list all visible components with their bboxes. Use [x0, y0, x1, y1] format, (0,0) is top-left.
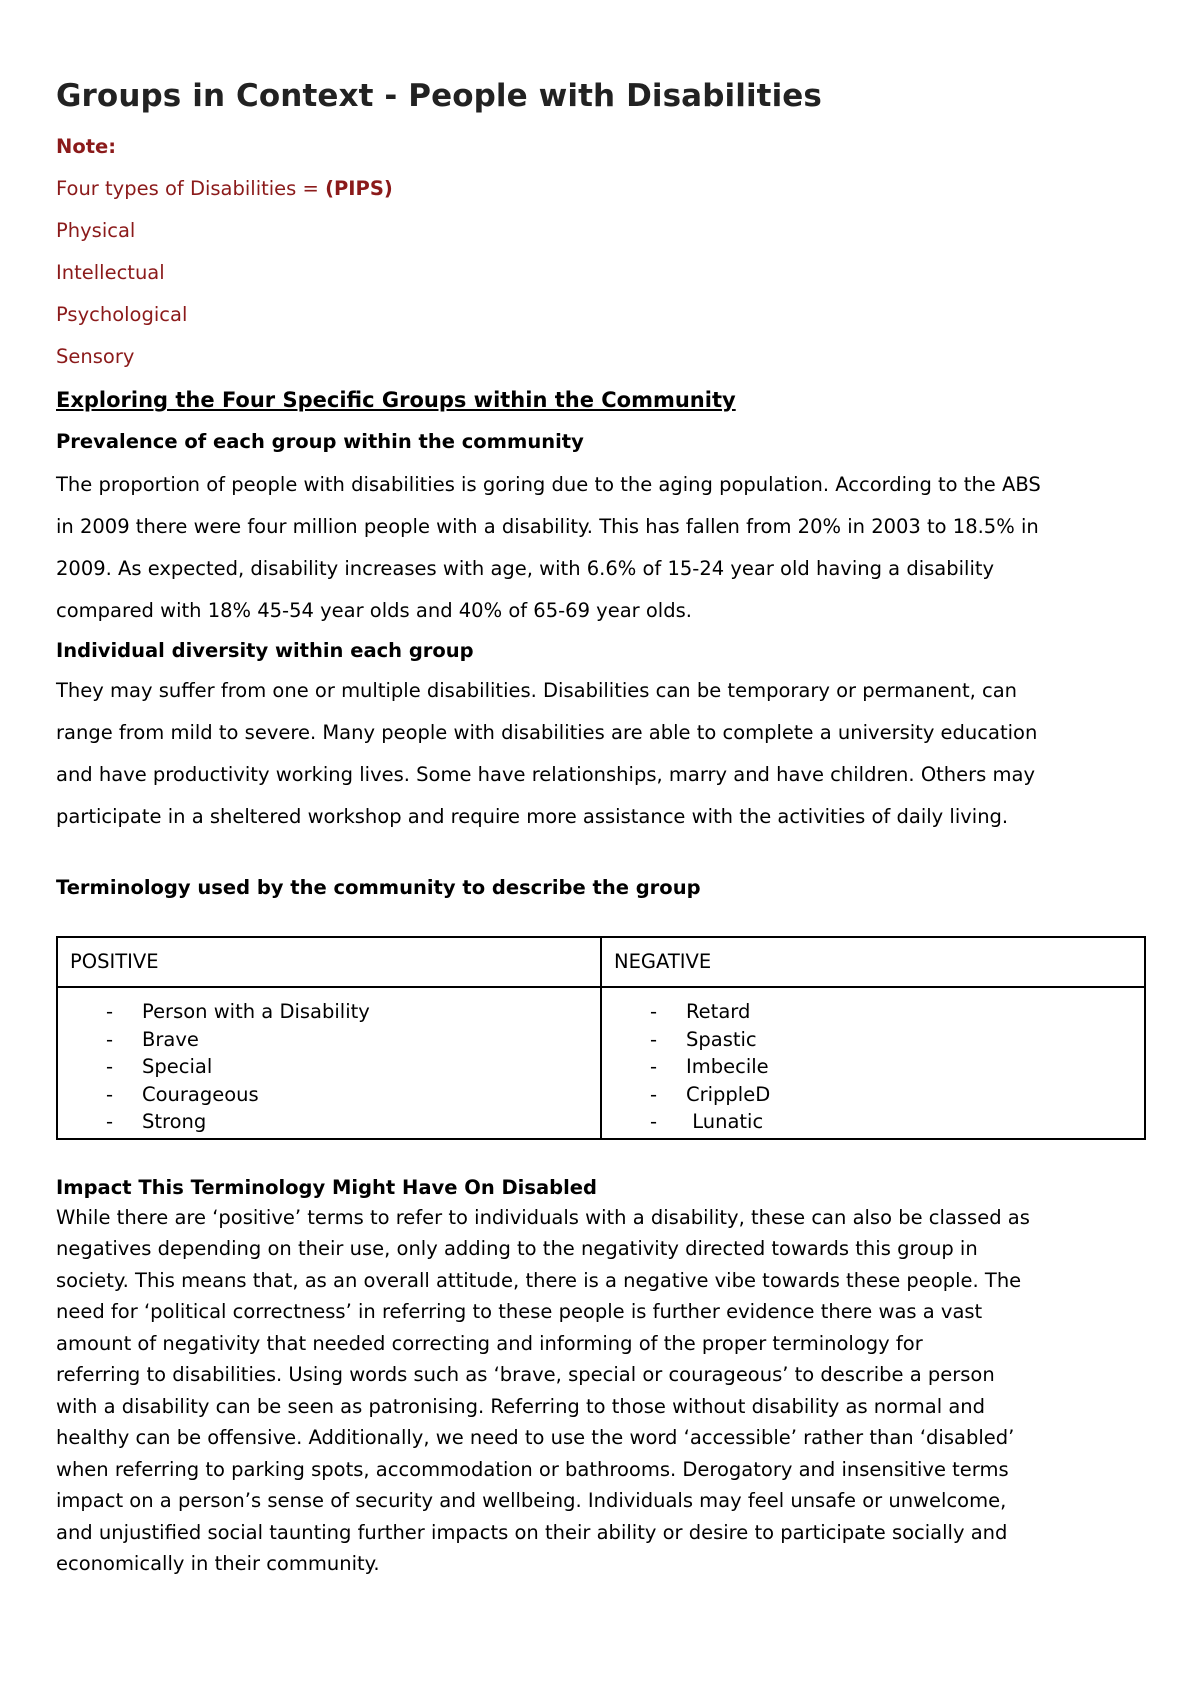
paragraph-line: range from mild to severe. Many people with disabilities are able to complete a university education: [56, 721, 1038, 744]
negative-header: NEGATIVE: [601, 937, 1145, 987]
type-psychological: Psychological: [56, 303, 188, 326]
paragraph-line: and have productivity working lives. Some have relationships, marry and have children. Others may: [56, 763, 1036, 786]
paragraph-line: impact on a person’s sense of security and wellbeing. Individuals may feel unsafe or unwelcome,: [56, 1489, 1007, 1512]
types-acronym: (PIPS): [325, 177, 393, 200]
negative-terms-cell: [601, 987, 1145, 1139]
paragraph-line: While there are ‘positive’ terms to refer to individuals with a disability, these can also be classed as: [56, 1205, 1030, 1229]
paragraph-line: in 2009 there were four million people with a disability. This has fallen from 20% in 2003 to 18.5% in: [56, 515, 1039, 538]
terminology-table: [56, 936, 1146, 1140]
negative-terms-list: [602, 998, 1144, 1136]
table-row: [57, 987, 1145, 1139]
spacer: [56, 838, 1144, 868]
paragraph-line: The proportion of people with disabilities is goring due to the aging population. According to the ABS: [56, 473, 1041, 496]
paragraph-line: amount of negativity that needed correcting and informing of the proper terminology for: [56, 1331, 923, 1355]
impact-paragraph: [56, 1202, 1144, 1580]
prevalence-heading: Prevalence of each group within the community: [56, 430, 584, 453]
list-item: - CrippleD: [602, 1081, 1144, 1109]
type-physical: Physical: [56, 219, 136, 242]
table-header-row: [57, 937, 1145, 987]
list-item: - Retard: [602, 998, 1144, 1026]
list-item: - Brave: [58, 1026, 600, 1054]
paragraph-line: when referring to parking spots, accommodation or bathrooms. Derogatory and insensitive terms: [56, 1457, 1009, 1481]
type-intellectual: Intellectual: [56, 261, 165, 284]
terminology-heading: Terminology used by the community to describe the group: [56, 876, 701, 899]
paragraph-line: negatives depending on their use, only adding to the negativity directed towards this group in: [56, 1237, 978, 1260]
disability-types-line: [56, 168, 1144, 210]
paragraph-line: need for ‘political correctness’ in referring to these people is further evidence there was a vast: [56, 1300, 983, 1323]
exploring-heading: Exploring the Four Specific Groups within the Community: [56, 388, 736, 412]
paragraph-line: participate in a sheltered workshop and require more assistance with the activities of daily living.: [56, 805, 1009, 828]
paragraph-line: 2009. As expected, disability increases with age, with 6.6% of 15-24 year old having a disability: [56, 557, 995, 580]
diversity-heading: Individual diversity within each group: [56, 639, 474, 662]
diversity-paragraph: [56, 670, 1144, 838]
list-item: - Special: [58, 1053, 600, 1081]
type-sensory: Sensory: [56, 345, 135, 368]
paragraph-line: referring to disabilities. Using words such as ‘brave, special or courageous’ to describe a person: [56, 1363, 995, 1386]
note-block: [56, 126, 1144, 378]
impact-heading: Impact This Terminology Might Have On Disabled: [56, 1175, 597, 1199]
list-item: - Spastic: [602, 1026, 1144, 1054]
positive-terms-cell: [57, 987, 601, 1139]
prevalence-paragraph: [56, 464, 1144, 632]
list-item: - Imbecile: [602, 1053, 1144, 1081]
paragraph-line: society. This means that, as an overall attitude, there is a negative vibe towards these people. The: [56, 1268, 1022, 1292]
paragraph-line: economically in their community.: [56, 1552, 380, 1575]
paragraph-line: and unjustified social taunting further impacts on their ability or desire to participate socially and: [56, 1520, 1008, 1544]
positive-header: POSITIVE: [57, 937, 601, 987]
list-item: - Lunatic: [602, 1108, 1144, 1136]
positive-terms-list: [58, 998, 600, 1136]
types-intro: Four types of Disabilities =: [56, 177, 326, 200]
list-item: - Courageous: [58, 1081, 600, 1109]
paragraph-line: with a disability can be seen as patronising. Referring to those without disability as normal and: [56, 1394, 986, 1418]
list-item: - Strong: [58, 1108, 600, 1136]
paragraph-line: healthy can be offensive. Additionally, we need to use the word ‘accessible’ rather than ‘disabled’: [56, 1426, 1015, 1449]
list-item: - Person with a Disability: [58, 998, 600, 1026]
note-label: Note:: [56, 135, 117, 158]
paragraph-line: compared with 18% 45-54 year olds and 40% of 65-69 year olds.: [56, 599, 692, 622]
paragraph-line: They may suffer from one or multiple disabilities. Disabilities can be temporary or permanent, can: [56, 679, 1018, 702]
page-title: Groups in Context - People with Disabilities: [56, 78, 822, 114]
